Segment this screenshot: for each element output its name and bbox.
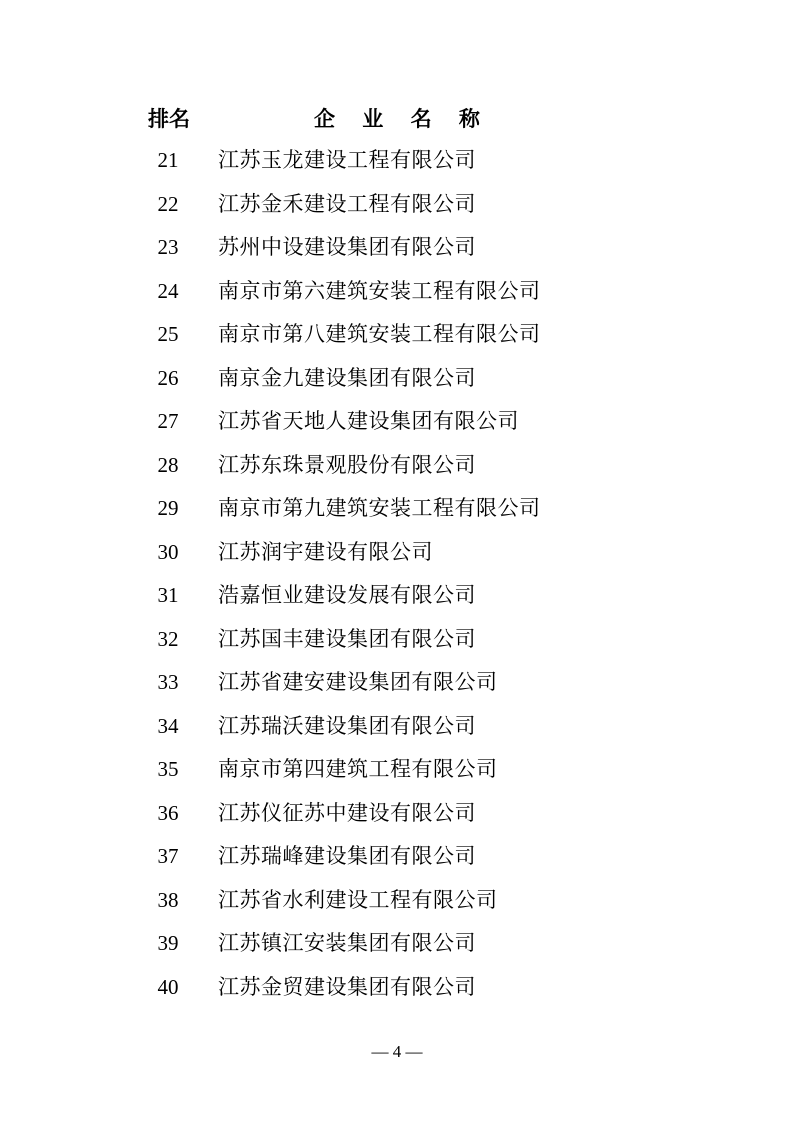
table-row [0, 924, 794, 968]
rank-cell: 29 [157, 496, 179, 520]
company-name-cell: 江苏东珠景观股份有限公司 [218, 452, 476, 477]
company-name-cell: 江苏金贸建设集团有限公司 [218, 974, 476, 999]
rank-cell: 33 [157, 670, 179, 694]
table-header [0, 101, 794, 137]
table-row [0, 185, 794, 229]
rank-cell: 38 [157, 887, 179, 912]
rank-cell: 30 [157, 539, 179, 564]
table-row [0, 315, 794, 359]
table-row [0, 446, 794, 490]
rank-cell: 21 [157, 148, 179, 172]
company-name-cell: 南京市第六建筑安装工程有限公司 [218, 278, 541, 303]
rank-cell: 39 [157, 931, 179, 955]
rank-cell: 28 [157, 452, 179, 477]
table-row [0, 402, 794, 446]
table-row [0, 620, 794, 664]
rank-cell: 36 [157, 800, 179, 825]
table-row [0, 968, 794, 1012]
rank-cell: 34 [157, 713, 179, 738]
rank-cell: 25 [157, 322, 179, 346]
table-row [0, 359, 794, 403]
company-name-cell: 江苏国丰建设集团有限公司 [218, 626, 476, 651]
company-name-cell: 南京金九建设集团有限公司 [218, 365, 476, 390]
table-row [0, 663, 794, 707]
table-row [0, 272, 794, 316]
rank-cell: 40 [157, 974, 179, 999]
table-row [0, 228, 794, 272]
company-name-cell: 江苏瑞峰建设集团有限公司 [218, 844, 476, 868]
rank-cell: 24 [157, 278, 179, 303]
rank-column-header: 排名 [148, 107, 190, 131]
table-row [0, 794, 794, 838]
table-row [0, 489, 794, 533]
rank-cell: 22 [157, 191, 179, 216]
company-name-cell: 江苏玉龙建设工程有限公司 [218, 148, 476, 172]
company-name-cell: 江苏润宇建设有限公司 [218, 539, 433, 564]
company-name-cell: 江苏镇江安装集团有限公司 [218, 931, 476, 955]
table-row [0, 141, 794, 185]
table-row [0, 707, 794, 751]
table-row [0, 750, 794, 794]
company-name-cell: 南京市第四建筑工程有限公司 [218, 757, 498, 781]
company-name-cell: 江苏省水利建设工程有限公司 [218, 887, 498, 912]
company-name-cell: 江苏金禾建设工程有限公司 [218, 191, 476, 216]
rank-cell: 27 [157, 409, 179, 433]
company-name-cell: 南京市第九建筑安装工程有限公司 [218, 496, 541, 520]
table-row [0, 837, 794, 881]
company-name-cell: 江苏仪征苏中建设有限公司 [218, 800, 476, 825]
rank-cell: 32 [157, 626, 179, 651]
table-row [0, 881, 794, 925]
rank-cell: 31 [157, 583, 179, 607]
company-name-cell: 南京市第八建筑安装工程有限公司 [218, 322, 541, 346]
rank-cell: 23 [157, 235, 179, 259]
company-name-cell: 江苏省天地人建设集团有限公司 [218, 409, 519, 433]
company-name-cell: 江苏瑞沃建设集团有限公司 [218, 713, 476, 738]
company-name-cell: 浩嘉恒业建设发展有限公司 [218, 583, 476, 607]
rank-cell: 35 [157, 757, 179, 781]
rank-cell: 37 [157, 844, 179, 868]
rank-cell: 26 [157, 365, 179, 390]
page-number: — 4 — [371, 1042, 423, 1061]
table-row [0, 533, 794, 577]
company-name-cell: 苏州中设建设集团有限公司 [218, 235, 476, 259]
company-name-cell: 江苏省建安建设集团有限公司 [218, 670, 498, 694]
company-name-column-header: 企 业 名 称 [314, 107, 490, 131]
table-row [0, 576, 794, 620]
ranking-table-body [0, 141, 794, 1011]
